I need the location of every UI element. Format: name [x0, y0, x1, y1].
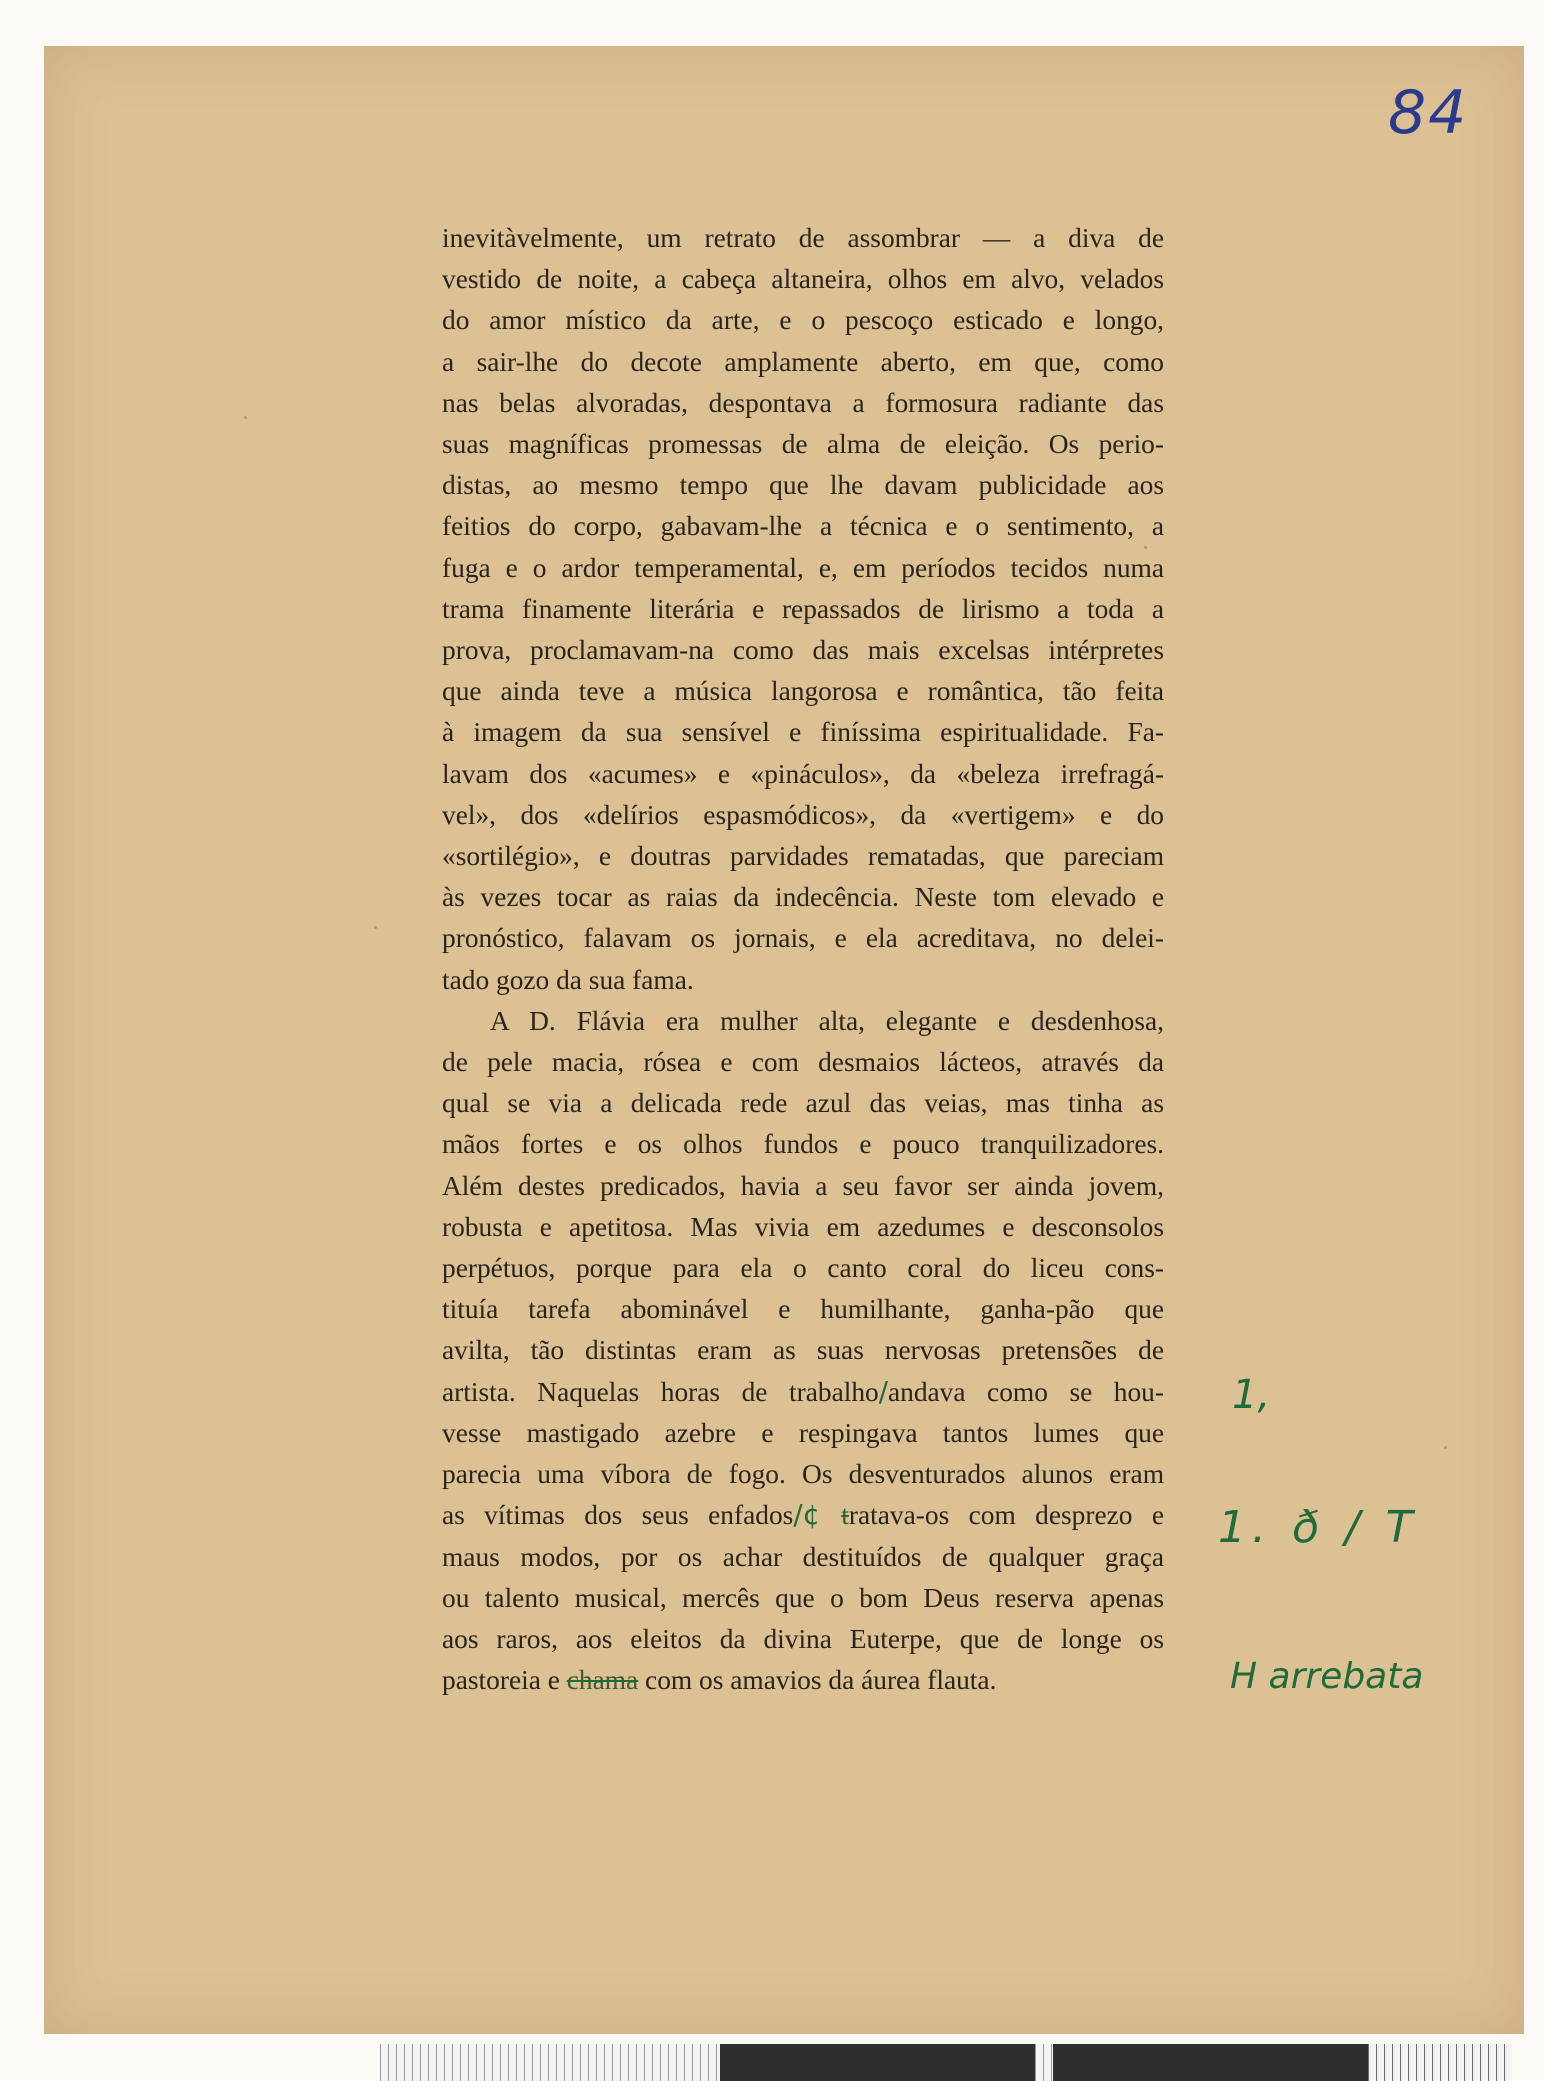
text-line: maus modos, por os achar destituídos de qualquer graça [442, 1541, 1164, 1572]
text-line: tituía tarefa abominável e humilhante, ganha-pão que [442, 1294, 1164, 1325]
text-line: prova, proclamavam-na como das mais excelsas intérpretes [442, 635, 1164, 666]
scale-ruler [380, 2044, 1512, 2081]
text-line: distas, ao mesmo tempo que lhe davam publicidade aos [442, 470, 1164, 501]
margin-note-correction: 1. ð / T [1218, 1502, 1419, 1553]
page-number: 84 [1388, 78, 1469, 148]
margin-note-replacement: H arrebata [1230, 1656, 1424, 1697]
text-line: Além destes predicados, havia a seu favor ser ainda jovem, [442, 1170, 1164, 1201]
text-segment: artista. Naquelas horas de trabalho [442, 1376, 879, 1407]
margin-note-comma: 1, [1232, 1372, 1271, 1418]
ruler-ticks [1035, 2044, 1053, 2081]
paper-speck [244, 416, 247, 419]
text-line: avilta, tão distintas eram as suas nervosas pretensões de [442, 1335, 1164, 1366]
text-line: ou talento musical, mercês que o bom Deus reserva apenas [442, 1582, 1164, 1613]
text-line: vestido de noite, a cabeça altaneira, olhos em alvo, velados [442, 264, 1164, 295]
text-line: suas magníficas promessas de alma de eleição. Os perio- [442, 429, 1164, 460]
text-segment: com os amavios da áurea flauta. [638, 1665, 997, 1696]
text-line: qual se via a delicada rede azul das veias, mas tinha as [442, 1088, 1164, 1119]
text-line: feitios do corpo, gabavam-lhe a técnica e o sentimento, a [442, 511, 1164, 542]
text-line: mãos fortes e os olhos fundos e pouco tranquilizadores. [442, 1129, 1164, 1160]
paragraph-1 [442, 218, 1164, 1001]
text-line: que ainda teve a música langorosa e romântica, tão feita [442, 676, 1164, 707]
text-line: trama finamente literária e repassados de lirismo a toda a [442, 593, 1164, 624]
paper-speck [374, 926, 377, 929]
paper-speck [1444, 1446, 1447, 1449]
struck-text: chama [566, 1665, 639, 1696]
text-line-with-correction [442, 1495, 1164, 1536]
struck-text: t [841, 1500, 849, 1531]
proof-mark: / [878, 1376, 888, 1408]
text-segment: andava como se hou- [887, 1376, 1164, 1407]
text-line: vel», dos «delírios espasmódicos», da «vertigem» e do [442, 799, 1164, 830]
text-line: nas belas alvoradas, despontava a formosura radiante das [442, 387, 1164, 418]
text-line: pronóstico, falavam os jornais, e ela acreditava, no delei- [442, 923, 1164, 954]
ruler-ticks [1368, 2044, 1512, 2081]
text-line: A D. Flávia era mulher alta, elegante e desdenhosa, [490, 1005, 1164, 1036]
text-line: aos raros, aos eleitos da divina Euterpe, que de longe os [442, 1623, 1164, 1654]
text-segment: pastoreia e [442, 1665, 567, 1696]
paragraph-2 [442, 1001, 1164, 1701]
text-line: parecia uma víbora de fogo. Os desventurados alunos eram [442, 1459, 1164, 1490]
text-line: de pele macia, rósea e com desmaios lácteos, através da [442, 1047, 1164, 1078]
text-line: vesse mastigado azebre e respingava tantos lumes que [442, 1417, 1164, 1448]
text-line-with-correction [442, 1660, 1164, 1701]
text-line: a sair-lhe do decote amplamente aberto, em que, como [442, 346, 1164, 377]
text-line: do amor místico da arte, e o pescoço esticado e longo, [442, 305, 1164, 336]
text-segment: as vítimas dos seus enfados [442, 1500, 794, 1531]
text-line: às vezes tocar as raias da indecência. Neste tom elevado e [442, 882, 1164, 913]
text-line-with-correction [442, 1372, 1164, 1413]
ruler-ticks [380, 2044, 720, 2081]
text-line: à imagem da sua sensível e finíssima espiritualidade. Fa- [442, 717, 1164, 748]
text-line: inevitàvelmente, um retrato de assombrar — a diva de [442, 223, 1164, 253]
body-text [442, 218, 1164, 1701]
text-line: perpétuos, porque para ela o canto coral do liceu cons- [442, 1253, 1164, 1284]
proof-mark: /¢ [793, 1500, 842, 1532]
text-line: robusta e apetitosa. Mas vivia em azedumes e desconsolos [442, 1211, 1164, 1242]
ruler-dark-bar [720, 2044, 1035, 2081]
text-line: tado gozo da sua fama. [442, 964, 694, 995]
text-line: fuga e o ardor temperamental, e, em períodos tecidos numa [442, 552, 1164, 583]
text-line: lavam dos «acumes» e «pináculos», da «beleza irrefragá- [442, 758, 1164, 789]
ruler-dark-bar [1053, 2044, 1368, 2081]
text-line: «sortilégio», e doutras parvidades rematadas, que pareciam [442, 841, 1164, 872]
text-segment: ratava-os com desprezo e [848, 1500, 1164, 1531]
